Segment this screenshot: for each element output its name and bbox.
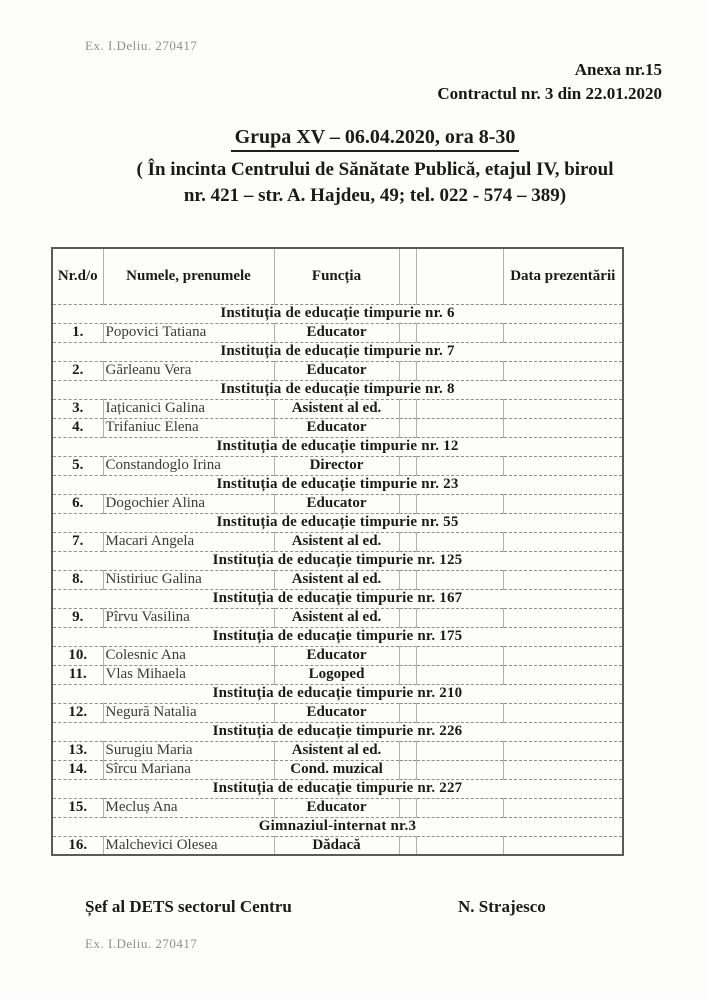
- row-number-cell: 11.: [52, 665, 103, 684]
- function-cell: Educator: [274, 418, 399, 437]
- empty-narrow-cell: [399, 532, 416, 551]
- function-cell: Asistent al ed.: [274, 532, 399, 551]
- function-cell: Asistent al ed.: [274, 608, 399, 627]
- empty-mid-cell: [416, 760, 503, 779]
- presentation-date-cell: [503, 418, 623, 437]
- institution-section-row: [52, 513, 623, 532]
- row-number-cell: 8.: [52, 570, 103, 589]
- empty-mid-cell: [416, 836, 503, 855]
- col-header-empty-2: [416, 248, 503, 304]
- row-number-cell: 3.: [52, 399, 103, 418]
- roster-table-body: [52, 304, 623, 855]
- col-header-empty-1: [399, 248, 416, 304]
- empty-mid-cell: [416, 703, 503, 722]
- institution-section-row: [52, 342, 623, 361]
- institution-name: Instituția de educație timpurie nr. 226: [52, 722, 623, 741]
- institution-section-row: [52, 627, 623, 646]
- empty-narrow-cell: [399, 323, 416, 342]
- person-name-cell: Malchevici Olesea: [103, 836, 274, 855]
- row-number-cell: 14.: [52, 760, 103, 779]
- presentation-date-cell: [503, 798, 623, 817]
- person-row: [52, 760, 623, 779]
- institution-name: Instituția de educație timpurie nr. 12: [52, 437, 623, 456]
- empty-narrow-cell: [399, 608, 416, 627]
- person-row: [52, 608, 623, 627]
- empty-narrow-cell: [399, 836, 416, 855]
- institution-name: Instituția de educație timpurie nr. 167: [52, 589, 623, 608]
- empty-narrow-cell: [399, 570, 416, 589]
- presentation-date-cell: [503, 646, 623, 665]
- institution-section-row: [52, 304, 623, 323]
- empty-narrow-cell: [399, 646, 416, 665]
- empty-mid-cell: [416, 399, 503, 418]
- person-row: [52, 494, 623, 513]
- col-header-date: Data prezentării: [503, 248, 623, 304]
- row-number-cell: 10.: [52, 646, 103, 665]
- institution-name: Instituția de educație timpurie nr. 6: [52, 304, 623, 323]
- empty-mid-cell: [416, 323, 503, 342]
- empty-mid-cell: [416, 361, 503, 380]
- person-name-cell: Colesnic Ana: [103, 646, 274, 665]
- row-number-cell: 12.: [52, 703, 103, 722]
- empty-mid-cell: [416, 570, 503, 589]
- heading-block: [70, 126, 680, 209]
- empty-narrow-cell: [399, 494, 416, 513]
- presentation-date-cell: [503, 836, 623, 855]
- person-name-cell: Vlas Mihaela: [103, 665, 274, 684]
- institution-section-row: [52, 475, 623, 494]
- presentation-date-cell: [503, 532, 623, 551]
- function-cell: Educator: [274, 646, 399, 665]
- function-cell: Asistent al ed.: [274, 399, 399, 418]
- empty-mid-cell: [416, 798, 503, 817]
- institution-section-row: [52, 380, 623, 399]
- institution-section-row: [52, 779, 623, 798]
- institution-section-row: [52, 817, 623, 836]
- row-number-cell: 15.: [52, 798, 103, 817]
- function-cell: Educator: [274, 361, 399, 380]
- empty-narrow-cell: [399, 703, 416, 722]
- presentation-date-cell: [503, 741, 623, 760]
- annex-number: Anexa nr.15: [574, 60, 662, 79]
- row-number-cell: 5.: [52, 456, 103, 475]
- executor-note-top: Ex. I.Deliu. 270417: [85, 38, 198, 53]
- institution-name: Instituția de educație timpurie nr. 175: [52, 627, 623, 646]
- function-cell: Educator: [274, 323, 399, 342]
- presentation-date-cell: [503, 608, 623, 627]
- row-number-cell: 9.: [52, 608, 103, 627]
- col-header-nr: Nr.d/o: [52, 248, 103, 304]
- empty-narrow-cell: [399, 665, 416, 684]
- institution-name: Instituția de educație timpurie nr. 8: [52, 380, 623, 399]
- empty-mid-cell: [416, 494, 503, 513]
- presentation-date-cell: [503, 570, 623, 589]
- row-number-cell: 6.: [52, 494, 103, 513]
- presentation-date-cell: [503, 703, 623, 722]
- person-name-cell: Macari Angela: [103, 532, 274, 551]
- annex-block: [437, 58, 662, 106]
- person-name-cell: Sîrcu Mariana: [103, 760, 274, 779]
- function-cell: Cond. muzical: [274, 760, 399, 779]
- empty-mid-cell: [416, 741, 503, 760]
- function-cell: Educator: [274, 798, 399, 817]
- contract-reference: Contractul nr. 3 din 22.01.2020: [437, 84, 662, 103]
- empty-narrow-cell: [399, 361, 416, 380]
- row-number-cell: 16.: [52, 836, 103, 855]
- person-name-cell: Iațicanici Galina: [103, 399, 274, 418]
- presentation-date-cell: [503, 323, 623, 342]
- function-cell: Logoped: [274, 665, 399, 684]
- row-number-cell: 4.: [52, 418, 103, 437]
- empty-narrow-cell: [399, 798, 416, 817]
- person-row: [52, 532, 623, 551]
- presentation-date-cell: [503, 456, 623, 475]
- row-number-cell: 1.: [52, 323, 103, 342]
- person-row: [52, 665, 623, 684]
- row-number-cell: 2.: [52, 361, 103, 380]
- presentation-date-cell: [503, 760, 623, 779]
- person-row: [52, 399, 623, 418]
- institution-section-row: [52, 551, 623, 570]
- institution-section-row: [52, 722, 623, 741]
- empty-mid-cell: [416, 418, 503, 437]
- executor-note-bottom: Ex. I.Deliu. 270417: [85, 936, 198, 951]
- person-name-cell: Nistiriuc Galina: [103, 570, 274, 589]
- subtitle-line-2: nr. 421 – str. A. Hajdeu, 49; tel. 022 - 574 – 389): [183, 185, 567, 206]
- function-cell: Dădacă: [274, 836, 399, 855]
- roster-table: [51, 247, 624, 856]
- signature-role: Șef al DETS sectorul Centru: [85, 897, 292, 916]
- institution-name: Instituția de educație timpurie nr. 23: [52, 475, 623, 494]
- empty-mid-cell: [416, 532, 503, 551]
- institution-section-row: [52, 437, 623, 456]
- institution-name: Instituția de educație timpurie nr. 125: [52, 551, 623, 570]
- person-row: [52, 741, 623, 760]
- empty-narrow-cell: [399, 456, 416, 475]
- subtitle-line-1: ( În incinta Centrului de Sănătate Publică, etajul IV, biroul: [136, 159, 614, 180]
- presentation-date-cell: [503, 399, 623, 418]
- presentation-date-cell: [503, 361, 623, 380]
- empty-narrow-cell: [399, 741, 416, 760]
- col-header-function: Funcția: [274, 248, 399, 304]
- empty-narrow-cell: [399, 418, 416, 437]
- col-header-name: Numele, prenumele: [103, 248, 274, 304]
- person-name-cell: Mecluș Ana: [103, 798, 274, 817]
- institution-section-row: [52, 684, 623, 703]
- person-name-cell: Pîrvu Vasilina: [103, 608, 274, 627]
- function-cell: Educator: [274, 703, 399, 722]
- person-row: [52, 836, 623, 855]
- presentation-date-cell: [503, 665, 623, 684]
- person-name-cell: Negură Natalia: [103, 703, 274, 722]
- page-title: Grupa XV – 06.04.2020, ora 8-30: [231, 126, 520, 152]
- empty-narrow-cell: [399, 399, 416, 418]
- empty-mid-cell: [416, 665, 503, 684]
- person-row: [52, 361, 623, 380]
- signature-name: N. Strajesco: [458, 897, 546, 916]
- function-cell: Educator: [274, 494, 399, 513]
- function-cell: Asistent al ed.: [274, 570, 399, 589]
- person-row: [52, 703, 623, 722]
- person-name-cell: Surugiu Maria: [103, 741, 274, 760]
- person-row: [52, 798, 623, 817]
- person-row: [52, 646, 623, 665]
- person-row: [52, 456, 623, 475]
- function-cell: Director: [274, 456, 399, 475]
- person-name-cell: Gărleanu Vera: [103, 361, 274, 380]
- roster-header-row: [52, 248, 623, 304]
- institution-section-row: [52, 589, 623, 608]
- institution-name: Instituția de educație timpurie nr. 55: [52, 513, 623, 532]
- person-row: [52, 570, 623, 589]
- empty-mid-cell: [416, 608, 503, 627]
- institution-name: Instituția de educație timpurie nr. 210: [52, 684, 623, 703]
- person-name-cell: Dogochier Alina: [103, 494, 274, 513]
- function-cell: Asistent al ed.: [274, 741, 399, 760]
- person-row: [52, 418, 623, 437]
- person-row: [52, 323, 623, 342]
- presentation-date-cell: [503, 494, 623, 513]
- institution-name: Instituția de educație timpurie nr. 227: [52, 779, 623, 798]
- empty-mid-cell: [416, 456, 503, 475]
- row-number-cell: 13.: [52, 741, 103, 760]
- person-name-cell: Trifaniuc Elena: [103, 418, 274, 437]
- person-name-cell: Constandoglo Irina: [103, 456, 274, 475]
- empty-narrow-cell: [399, 760, 416, 779]
- empty-mid-cell: [416, 646, 503, 665]
- institution-name: Gimnaziul-internat nr.3: [52, 817, 623, 836]
- person-name-cell: Popovici Tatiana: [103, 323, 274, 342]
- institution-name: Instituția de educație timpurie nr. 7: [52, 342, 623, 361]
- row-number-cell: 7.: [52, 532, 103, 551]
